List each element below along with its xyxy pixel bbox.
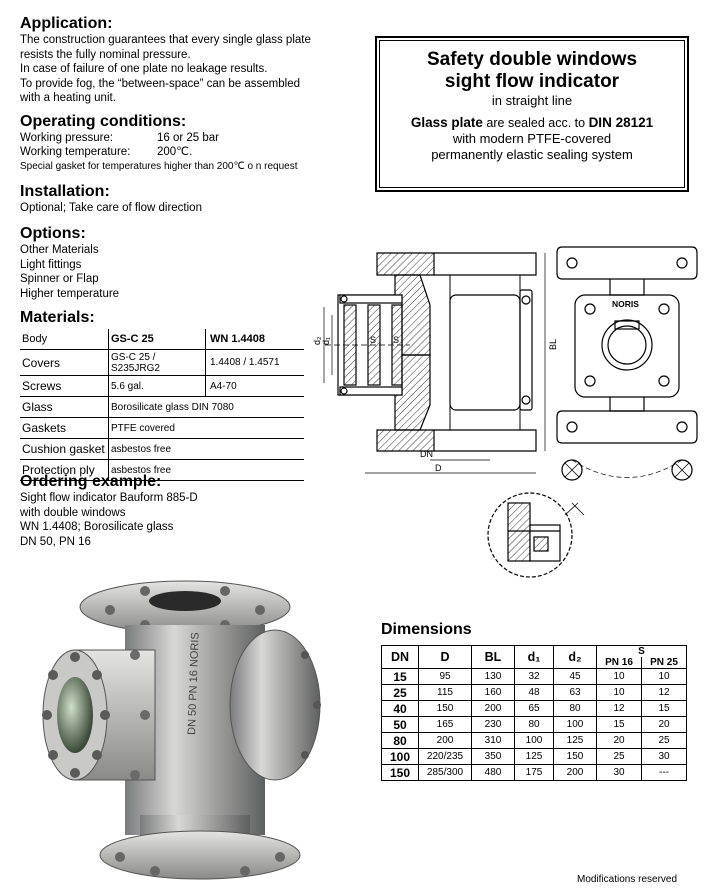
option-item: Light fittings bbox=[20, 258, 82, 271]
product-photo bbox=[35, 565, 335, 885]
table-row: 80 200 310 100 125 20 25 bbox=[382, 733, 687, 749]
title-line-6: permanently elastic sealing system bbox=[431, 147, 633, 162]
installation-text: Optional; Take care of flow direction bbox=[20, 202, 202, 214]
technical-drawing bbox=[310, 235, 708, 580]
title-line-5: with modern PTFE-covered bbox=[452, 131, 612, 146]
label-d1: d₁ bbox=[321, 336, 331, 345]
label-s: S bbox=[370, 335, 377, 345]
footer-note: Modifications reserved bbox=[577, 874, 678, 885]
table-row: Protection ply asbestos free bbox=[20, 460, 304, 481]
special-gasket-note: Special gasket for temperatures higher than 200℃ o n request bbox=[20, 161, 298, 172]
pressure-value: 16 or 25 bar bbox=[157, 132, 220, 144]
table-row: Cushion gasket asbestos free bbox=[20, 439, 304, 460]
title-subtitle: in straight line bbox=[491, 93, 573, 108]
table-row: Covers GS-C 25 / S235JRG2 1.4408 / 1.4571 bbox=[20, 350, 304, 376]
label-bl: BL bbox=[548, 338, 558, 350]
front-view bbox=[557, 247, 697, 480]
option-item: Higher temperature bbox=[20, 287, 120, 300]
ordering-heading: Ordering example: bbox=[20, 473, 162, 490]
cast-marking: DN 50 PN 16 NORIS bbox=[186, 632, 202, 736]
table-row: 50 165 230 80 100 15 20 bbox=[382, 717, 687, 733]
operating-heading: Operating conditions: bbox=[20, 113, 187, 130]
installation-section bbox=[20, 183, 360, 216]
title-box bbox=[375, 36, 689, 192]
label-d2: d₂ bbox=[312, 336, 322, 345]
table-row: 15 95 130 32 45 10 10 bbox=[382, 669, 687, 685]
label-s: S bbox=[393, 335, 400, 345]
table-row: Screws 5.6 gal. A4-70 bbox=[20, 376, 304, 397]
section-view bbox=[324, 253, 545, 473]
table-row: Body GS-C 25 WN 1.4408 bbox=[20, 329, 304, 350]
application-text: The construction guarantees that every single glass plate resists the fully nominal pressure. In case of failure of one plate no leakage results. To provide fog, the “between-space” can be assembled with a heating unit. bbox=[20, 34, 311, 104]
title-line-1: Safety double windows bbox=[426, 49, 638, 70]
options-section bbox=[20, 225, 360, 301]
pressure-label: Working pressure: bbox=[20, 132, 114, 144]
table-row: 100 220/235 350 125 150 25 30 bbox=[382, 749, 687, 765]
table-header-row: DN D BL d₁ d₂ S bbox=[382, 646, 687, 658]
dimensions-table bbox=[381, 645, 687, 781]
temperature-label: Working temperature: bbox=[20, 146, 131, 158]
label-dn: DN bbox=[420, 449, 433, 459]
operating-section bbox=[20, 113, 365, 173]
table-row: 150 285/300 480 175 200 30 --- bbox=[382, 765, 687, 781]
application-section bbox=[20, 15, 360, 106]
option-item: Spinner or Flap bbox=[20, 273, 99, 285]
table-row: Glass Borosilicate glass DIN 7080 bbox=[20, 397, 304, 418]
label-d: D bbox=[435, 463, 442, 473]
table-row: Gaskets PTFE covered bbox=[20, 418, 304, 439]
title-line-2: sight flow indicator bbox=[444, 71, 620, 92]
option-item: Other Materials bbox=[20, 244, 99, 256]
glass-plate-note: Glass plate are sealed acc. to DIN 28121 bbox=[410, 115, 654, 130]
temperature-value: 200℃. bbox=[157, 146, 193, 158]
installation-heading: Installation: bbox=[20, 183, 110, 200]
table-row: 25 115 160 48 63 10 12 bbox=[382, 685, 687, 701]
ordering-section: Ordering example: Sight flow indicator Bauform 885-D with double windows WN 1.4408; Borosilicate glass DN 50, PN 16 bbox=[20, 473, 360, 549]
table-row: 40 150 200 65 80 12 15 bbox=[382, 701, 687, 717]
materials-table bbox=[20, 329, 304, 481]
application-heading: Application: bbox=[20, 15, 113, 32]
table-header-row: PN 16 PN 25 bbox=[382, 657, 687, 669]
materials-heading: Materials: bbox=[20, 309, 95, 326]
dimensions-heading: Dimensions bbox=[381, 621, 472, 638]
detail-view bbox=[488, 493, 584, 577]
label-noris: NORIS bbox=[612, 299, 639, 309]
options-heading: Options: bbox=[20, 225, 86, 242]
